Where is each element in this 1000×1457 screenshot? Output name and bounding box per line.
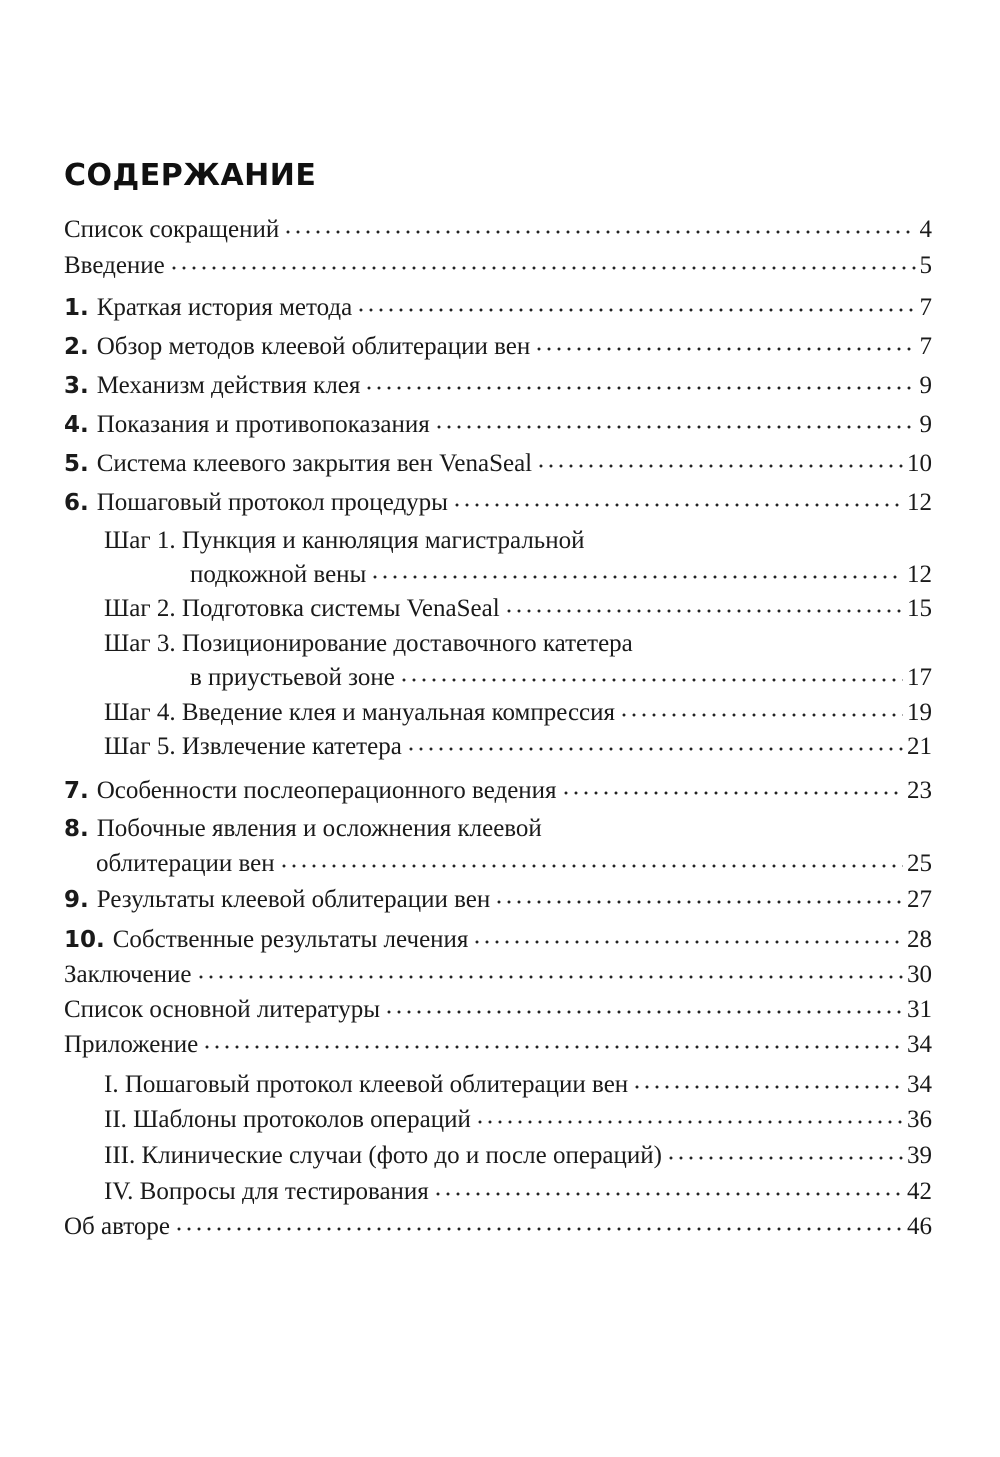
toc-page-number: 28 — [907, 926, 932, 953]
toc-entry — [64, 695, 932, 729]
toc-entry — [64, 1174, 932, 1208]
toc-entry — [64, 1102, 932, 1136]
dot-leader — [399, 658, 903, 683]
dot-leader — [202, 1025, 903, 1050]
toc-entry-text: Особенности послеоперационного ведения — [96, 777, 557, 804]
dot-leader — [283, 210, 915, 235]
toc-page-number: 17 — [907, 664, 932, 691]
toc-entry-text: Показания и противопоказания — [96, 411, 430, 438]
toc-entry-text: III. Клинические случаи (фото до и после операций) — [104, 1142, 662, 1169]
section-number: 5. — [64, 451, 89, 477]
toc-entry — [64, 407, 932, 442]
dot-leader — [370, 555, 903, 580]
dot-leader — [475, 1100, 903, 1125]
dot-leader — [169, 246, 916, 271]
toc-page-number: 4 — [919, 216, 932, 243]
toc-entry — [64, 922, 932, 957]
toc-entry — [64, 446, 932, 481]
toc-entry — [64, 212, 932, 246]
dot-leader — [356, 288, 915, 313]
toc-page-number: 15 — [907, 595, 932, 622]
toc-entry-text: I. Пошаговый протокол клеевой облитерации вен — [104, 1071, 629, 1098]
toc-entry — [64, 591, 932, 625]
toc-page-number: 42 — [907, 1178, 932, 1205]
dot-leader — [536, 444, 903, 469]
toc-entry-text-continued: подкожной вены — [190, 561, 367, 588]
toc-page-number: 34 — [907, 1031, 932, 1058]
toc-entry — [64, 248, 932, 282]
toc-entry — [64, 957, 932, 991]
toc-entry — [64, 329, 932, 364]
toc-entry-text: Шаг 5. Извлечение катетера — [104, 733, 402, 760]
toc-entry-text: Механизм действия клея — [96, 372, 361, 399]
toc-entry-text: Краткая история метода — [96, 294, 353, 321]
toc-page-number: 10 — [907, 450, 932, 477]
toc-entry-text: Введение — [64, 252, 165, 279]
toc-entry-text: Побочные явления и осложнения клеевой — [96, 815, 542, 842]
toc-page-number: 46 — [907, 1213, 932, 1240]
section-number: 1. — [64, 295, 89, 321]
section-number: 9. — [64, 887, 89, 913]
dot-leader — [666, 1136, 903, 1161]
toc-entry — [64, 1138, 932, 1172]
toc-entry-text-continued: облитерации вен — [96, 850, 275, 877]
toc-entry-text: IV. Вопросы для тестирования — [104, 1178, 429, 1205]
dot-leader — [174, 1207, 903, 1232]
toc-page-number: 25 — [907, 850, 932, 877]
toc-page-number: 9 — [919, 372, 932, 399]
dot-leader — [364, 366, 915, 391]
toc-entry — [64, 992, 932, 1026]
dot-leader — [632, 1065, 903, 1090]
dot-leader — [504, 589, 903, 614]
toc-entry-text: Шаг 3. Позиционирование доставочного катетера — [104, 630, 633, 657]
toc-page-number: 12 — [907, 489, 932, 516]
toc-entry-text: Шаг 4. Введение клея и мануальная компрессия — [104, 699, 616, 726]
toc-entry — [64, 627, 932, 694]
toc-entry-text: Список основной литературы — [64, 996, 381, 1023]
toc-page-number: 31 — [907, 996, 932, 1023]
toc-entry — [64, 1209, 932, 1243]
toc-entry-text: Пошаговый протокол процедуры — [96, 489, 448, 516]
toc-page-number: 39 — [907, 1142, 932, 1169]
section-number: 4. — [64, 412, 89, 438]
dot-leader — [384, 990, 903, 1015]
toc-entry — [64, 812, 932, 880]
section-number: 8. — [64, 816, 89, 842]
toc-entry-text: Результаты клеевой облитерации вен — [96, 886, 491, 913]
toc-entry-text: Система клеевого закрытия вен VenaSeal — [96, 450, 533, 477]
dot-leader — [494, 880, 903, 905]
toc-page-number: 12 — [907, 561, 932, 588]
toc-entry — [64, 485, 932, 520]
toc-page-number: 7 — [919, 294, 932, 321]
toc-entry — [64, 882, 932, 917]
dot-leader — [434, 405, 916, 430]
dot-leader — [433, 1172, 903, 1197]
toc-entry — [64, 368, 932, 403]
section-number: 10. — [64, 927, 105, 953]
section-number: 2. — [64, 334, 89, 360]
toc-page-number: 21 — [907, 733, 932, 760]
toc-entry — [64, 1027, 932, 1061]
toc-entry-text-continued: в приустьевой зоне — [190, 664, 395, 691]
toc-entry — [64, 1067, 932, 1101]
dot-leader — [279, 844, 903, 869]
toc-page-number: 7 — [919, 333, 932, 360]
toc-entry — [64, 773, 932, 808]
toc-page-number: 36 — [907, 1106, 932, 1133]
toc-page-number: 19 — [907, 699, 932, 726]
toc-entry-text: Шаг 1. Пункция и канюляция магистральной — [104, 527, 585, 554]
toc-entry-text: Список сокращений — [64, 216, 280, 243]
toc-entry-text: Шаг 2. Подготовка системы VenaSeal — [104, 595, 500, 622]
dot-leader — [561, 771, 903, 796]
toc-entry-text: Об авторе — [64, 1213, 170, 1240]
dot-leader — [619, 693, 903, 718]
toc-page-number: 34 — [907, 1071, 932, 1098]
dot-leader — [534, 327, 915, 352]
dot-leader — [472, 920, 903, 945]
dot-leader — [452, 483, 903, 508]
section-number: 7. — [64, 778, 89, 804]
toc-entry — [64, 524, 932, 591]
toc-title: СОДЕРЖАНИЕ — [64, 158, 317, 193]
toc-entry-text: Собственные результаты лечения — [112, 926, 469, 953]
toc-entry-text: Приложение — [64, 1031, 199, 1058]
dot-leader — [406, 727, 903, 752]
dot-leader — [196, 955, 904, 980]
section-number: 6. — [64, 490, 89, 516]
toc-page-number: 9 — [919, 411, 932, 438]
toc-page-number: 5 — [919, 252, 932, 279]
toc-entry-text: Обзор методов клеевой облитерации вен — [96, 333, 531, 360]
section-number: 3. — [64, 373, 89, 399]
toc-entry — [64, 729, 932, 763]
toc-entry-text: II. Шаблоны протоколов операций — [104, 1106, 471, 1133]
toc-entry — [64, 290, 932, 325]
toc-entry-text: Заключение — [64, 961, 192, 988]
toc-page-number: 23 — [907, 777, 932, 804]
toc-page-number: 30 — [907, 961, 932, 988]
toc-page-number: 27 — [907, 886, 932, 913]
